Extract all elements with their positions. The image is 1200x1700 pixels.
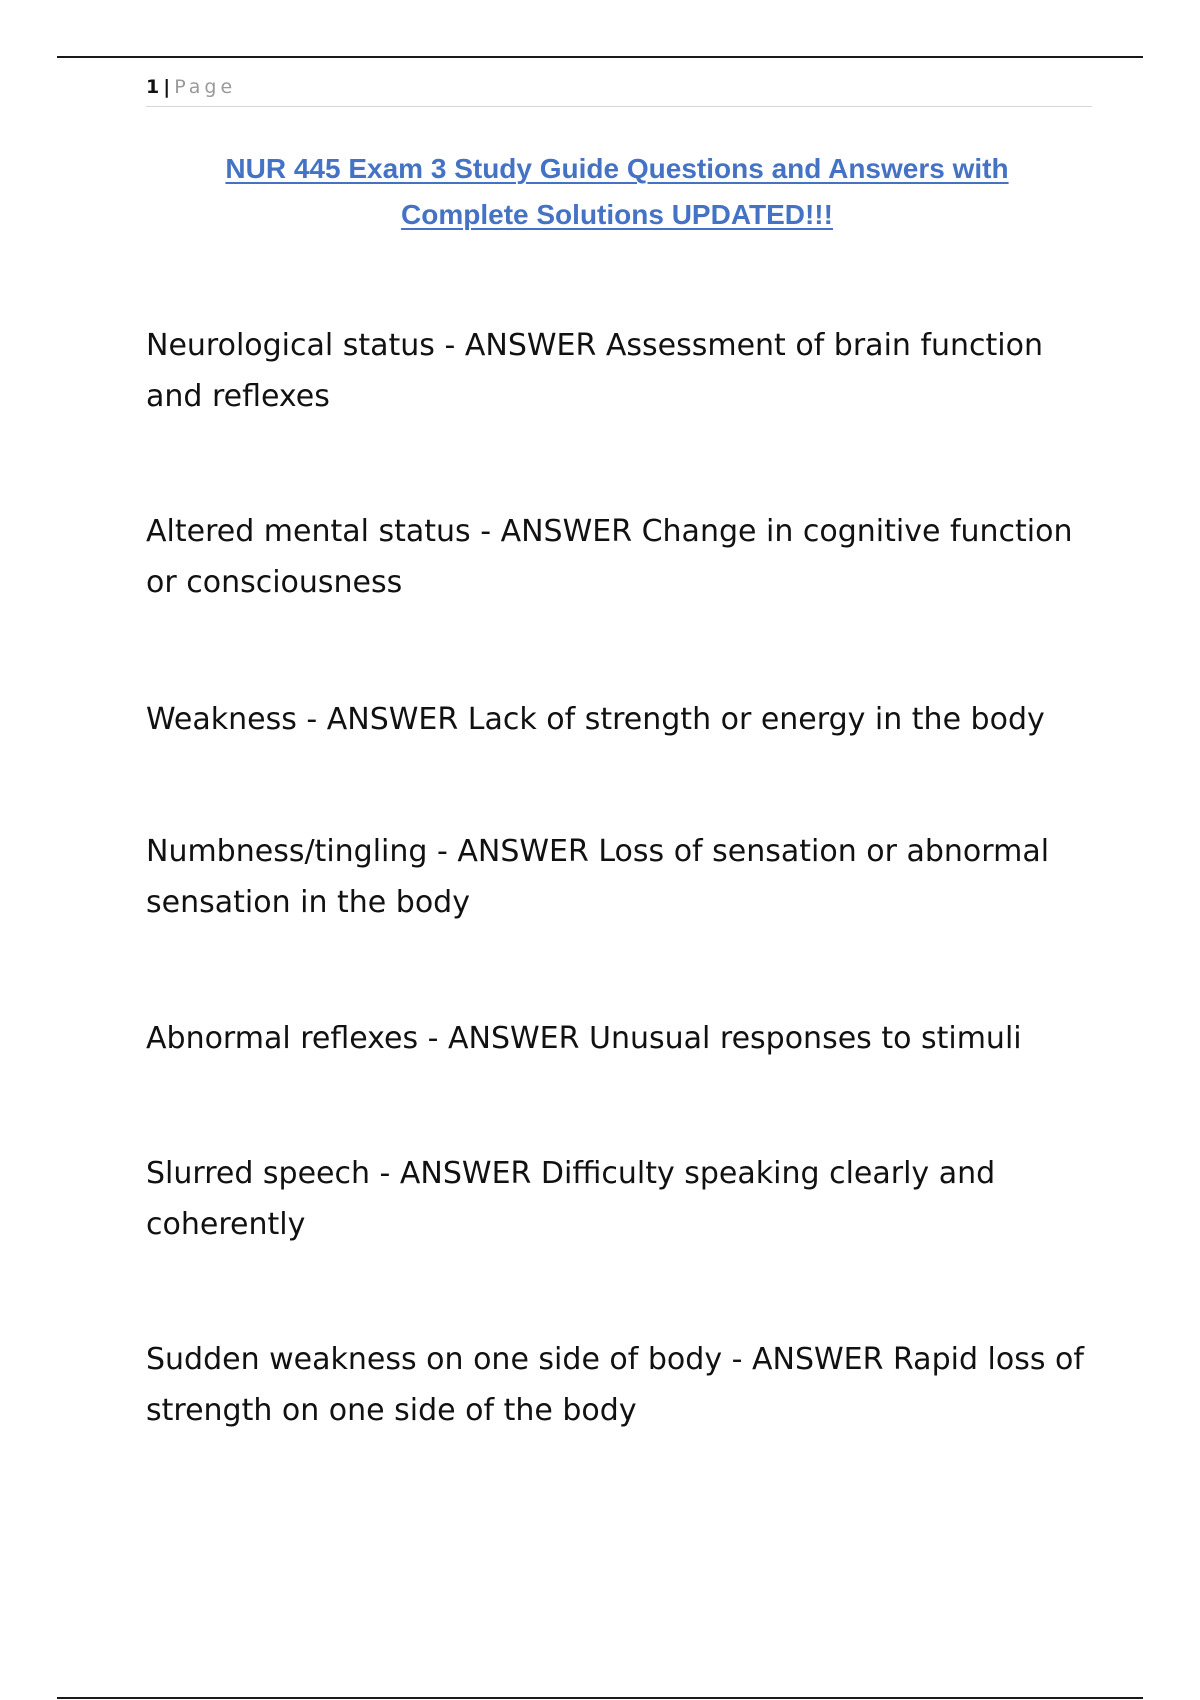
qa-term: Weakness [146, 702, 297, 737]
document-title-line-1: NUR 445 Exam 3 Study Guide Questions and Answers with [225, 153, 1009, 184]
page-header-separator: | [163, 76, 171, 98]
qa-separator: - ANSWER [427, 834, 599, 869]
bottom-border-rule [57, 1697, 1143, 1699]
qa-term: Numbness/tingling [146, 834, 428, 869]
qa-item-altered-mental-status [146, 506, 1106, 608]
qa-term: Slurred speech [146, 1156, 371, 1191]
page-number: 1 [146, 76, 160, 98]
qa-item-numbness-tingling [146, 826, 1106, 928]
page-header [146, 72, 1092, 107]
qa-item-sudden-weakness-one-side [146, 1334, 1106, 1436]
qa-answer: Rapid loss of strength on one side of the body [146, 1342, 1084, 1428]
qa-answer: Difficulty speaking clearly and coherently [146, 1156, 996, 1242]
document-title-line-2: Complete Solutions UPDATED!!! [401, 199, 833, 230]
qa-item-weakness [146, 694, 1106, 745]
qa-separator: - ANSWER [434, 328, 606, 363]
qa-item-neurological-status [146, 320, 1106, 422]
qa-answer: Assessment of brain function and reflexes [146, 328, 1043, 414]
top-border-rule [57, 56, 1143, 58]
qa-separator: - ANSWER [296, 702, 468, 737]
qa-answer: Change in cognitive function or consciousness [146, 514, 1073, 600]
qa-separator: - ANSWER [370, 1156, 541, 1191]
qa-answer: Lack of strength or energy in the body [467, 702, 1045, 737]
document-title [100, 146, 1134, 238]
qa-item-slurred-speech [146, 1148, 1106, 1250]
qa-answer: Loss of sensation or abnormal sensation in the body [146, 834, 1050, 920]
qa-term: Abnormal reflexes [146, 1021, 419, 1056]
qa-term: Altered mental status [146, 514, 471, 549]
qa-separator: - ANSWER [470, 514, 642, 549]
qa-separator: - ANSWER [418, 1021, 590, 1056]
qa-separator: - ANSWER [722, 1342, 893, 1377]
qa-item-abnormal-reflexes [146, 1013, 1106, 1064]
page-word: Page [174, 76, 237, 98]
qa-answer: Unusual responses to stimuli [589, 1021, 1022, 1056]
qa-term: Sudden weakness on one side of body [146, 1342, 723, 1377]
qa-term: Neurological status [146, 328, 435, 363]
